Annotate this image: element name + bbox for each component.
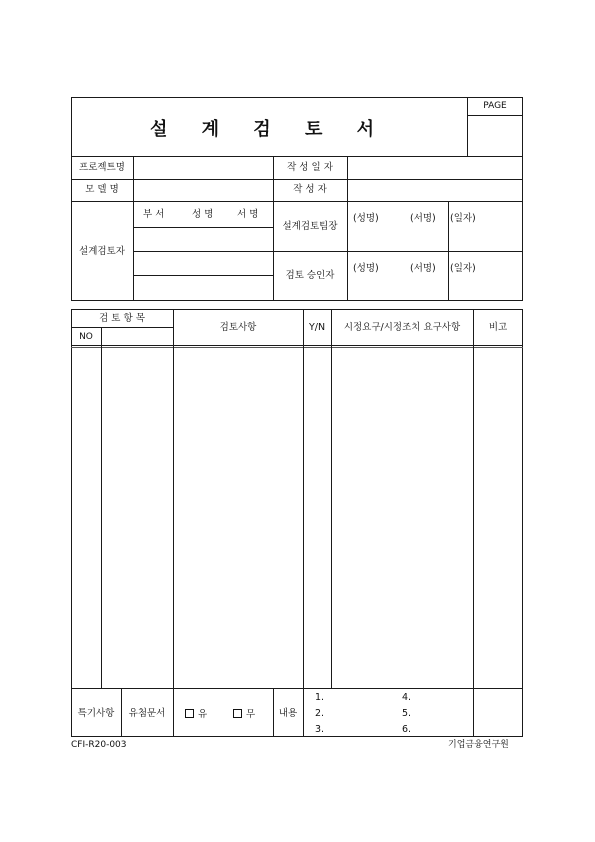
project-name-label: 프로젝트명 <box>79 162 125 173</box>
model-name-label: 모 델 명 <box>85 184 119 195</box>
author-label: 작 성 자 <box>293 184 327 195</box>
review-item-column[interactable] <box>102 349 173 688</box>
review-content-column[interactable] <box>174 349 303 688</box>
content-item-6[interactable]: 6. <box>402 724 412 735</box>
form-code: CFI-R20-003 <box>71 740 127 750</box>
note-column[interactable] <box>474 349 522 688</box>
related-doc-label: 유첨문서 <box>128 708 166 719</box>
note-header: 비고 <box>488 322 508 333</box>
review-no-column[interactable] <box>72 349 101 688</box>
leader-sign-slot[interactable]: (서명) <box>410 213 436 224</box>
page-number-field[interactable] <box>468 116 522 156</box>
yn-header: Y/N <box>308 322 326 333</box>
approver-label: 검토 승인자 <box>285 270 335 281</box>
request-header: 시정요구/시정조치 요구사항 <box>343 322 461 333</box>
name-column-label: 성 명 <box>192 209 214 220</box>
approver-sign-slot[interactable]: (서명) <box>410 263 436 274</box>
content-label: 내용 <box>278 708 298 719</box>
request-column[interactable] <box>332 349 473 688</box>
organization-name: 기업금융연구원 <box>448 740 509 750</box>
attachment-no-label: 무 <box>246 709 256 720</box>
reviewer-row-3[interactable] <box>134 276 273 300</box>
date-label: 작 성 일 자 <box>287 162 333 173</box>
content-item-3[interactable]: 3. <box>315 724 325 735</box>
approver-date-slot[interactable]: (일자) <box>450 263 476 274</box>
leader-date-slot[interactable]: (일자) <box>450 213 476 224</box>
reviewer-row-1[interactable] <box>134 228 273 251</box>
author-field[interactable] <box>348 180 523 201</box>
checkbox-yes-icon[interactable] <box>185 709 194 718</box>
content-item-1[interactable]: 1. <box>315 692 325 703</box>
page-label: PAGE <box>483 101 507 111</box>
attachment-yes-label: 유 <box>198 709 208 720</box>
content-item-2[interactable]: 2. <box>315 708 325 719</box>
yn-column[interactable] <box>304 349 331 688</box>
content-item-4[interactable]: 4. <box>402 692 412 703</box>
checkbox-no-icon[interactable] <box>233 709 242 718</box>
project-name-field[interactable] <box>134 157 273 179</box>
leader-name-slot[interactable]: (성명) <box>353 213 379 224</box>
approver-name-slot[interactable]: (성명) <box>353 263 379 274</box>
review-content-header: 검토사항 <box>219 322 257 333</box>
model-name-field[interactable] <box>134 180 273 201</box>
reviewers-label: 설계검토자 <box>79 246 125 257</box>
sign-column-label: 서 명 <box>237 209 259 220</box>
document-title: 설 계 검 토 서 <box>149 119 388 140</box>
reviewer-row-2[interactable] <box>134 252 273 275</box>
dept-column-label: 부 서 <box>143 209 165 220</box>
review-leader-label: 설계검토팀장 <box>282 221 338 232</box>
content-item-5[interactable]: 5. <box>402 708 412 719</box>
special-notes-label: 특기사항 <box>77 708 115 719</box>
date-field[interactable] <box>348 157 523 179</box>
no-header: NO <box>79 332 93 342</box>
review-item-header: 검 토 항 목 <box>99 313 145 324</box>
attachment-yes-option[interactable] <box>185 709 207 720</box>
attachment-no-option[interactable] <box>233 709 255 720</box>
